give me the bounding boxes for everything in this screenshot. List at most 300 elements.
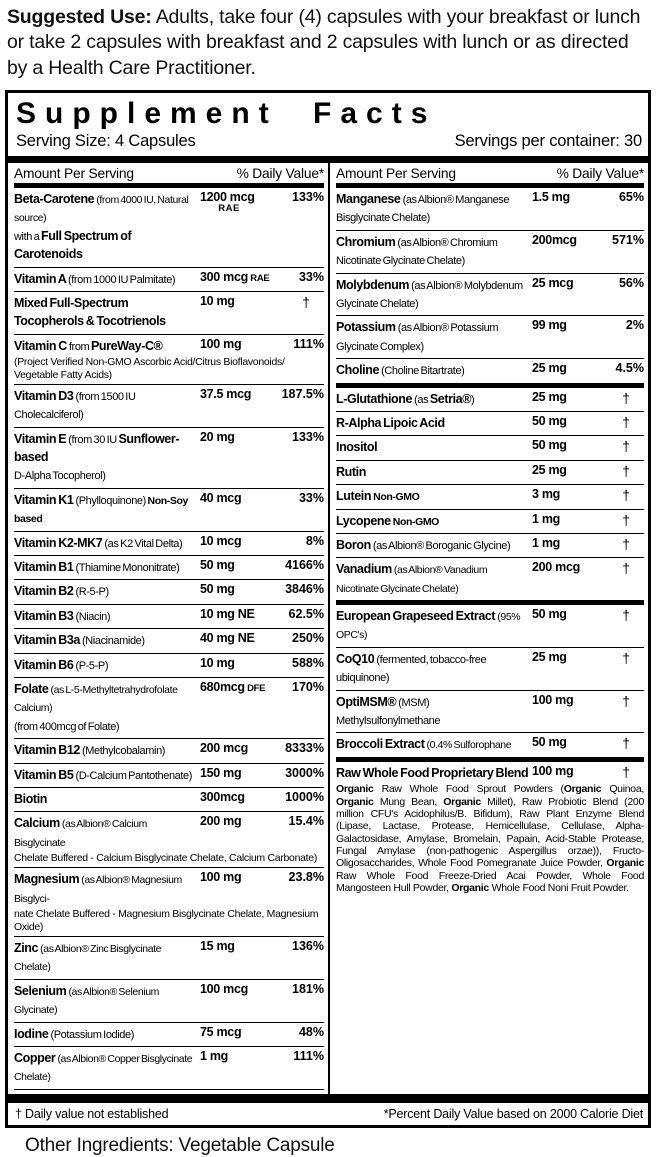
nutrient-name xyxy=(14,982,200,1019)
text-part: Choline xyxy=(336,363,382,378)
table-row xyxy=(14,292,324,335)
text-part: Organic xyxy=(563,783,610,796)
nutrient-daily-value: 187.5% xyxy=(281,386,324,401)
amount-value: 300 mcg xyxy=(200,269,248,284)
table-row xyxy=(14,489,324,532)
nutrient-daily-value: † xyxy=(622,389,630,406)
nutrient-daily-value: 133% xyxy=(292,190,324,205)
nutrient-name xyxy=(336,318,532,355)
amount-value: 100 mg xyxy=(200,336,242,351)
nutrient-daily-value: † xyxy=(622,735,630,752)
nutrient-amount xyxy=(200,631,276,645)
nutrient-amount xyxy=(200,582,276,596)
nutrient-columns xyxy=(8,163,648,1094)
nutrient-daily-value: 65% xyxy=(618,190,644,205)
nutrient-name xyxy=(336,276,532,313)
text-part: Non-GMO xyxy=(392,515,439,528)
text-part: Mung Bean, xyxy=(379,795,444,808)
text-part: (Project Verified Non-GMO Ascorbic Acid/Citrus Bioflavonoids/ Vegetable Fatty Acids) xyxy=(14,356,285,381)
nutrient-amount xyxy=(532,190,602,204)
nutrient-name xyxy=(336,361,532,379)
table-row xyxy=(14,764,324,788)
nutrient-daily-value: 4166% xyxy=(285,558,324,573)
nutrient-amount xyxy=(532,438,602,452)
table-row xyxy=(14,1023,324,1047)
text-part: Mixed Full-Spectrum Tocopherols & Tocotrienols xyxy=(14,295,166,329)
serving-size: Serving Size: 4 Capsules xyxy=(16,132,196,151)
panel-title: Supplement Facts xyxy=(16,97,437,131)
text-part: Manganese xyxy=(336,192,403,207)
nutrient-daily-value: 181% xyxy=(292,981,324,996)
nutrient-amount xyxy=(200,1049,276,1063)
nutrient-daily-value: 56% xyxy=(618,275,644,290)
nutrient-amount xyxy=(200,656,276,670)
amount-value: 25 mg xyxy=(532,462,567,477)
left-rows xyxy=(14,188,324,1090)
text-part: (Choline Bitartrate) xyxy=(381,365,465,378)
nutrient-name xyxy=(14,294,200,331)
amount-value: 15 mg xyxy=(200,939,235,954)
nutrient-name xyxy=(14,387,200,424)
text-part: (R-5-P) xyxy=(75,586,109,599)
nutrient-amount xyxy=(532,536,602,550)
text-part: (from 4000 IU, Natural source) xyxy=(14,194,189,225)
amount-value: 10 mg NE xyxy=(200,606,255,621)
amount-value: 50 mg xyxy=(532,607,567,622)
text-part: (from 400mcg of Folate) xyxy=(14,720,120,733)
text-part: Vitamin B6 xyxy=(14,657,76,672)
text-part: ) xyxy=(471,393,475,406)
nutrient-daily-value: † xyxy=(622,535,630,552)
amount-value: 100 mg xyxy=(532,763,574,778)
text-part: Organic xyxy=(606,857,644,870)
table-row xyxy=(336,733,644,761)
text-part: (Niacin) xyxy=(75,610,111,623)
text-part: Whole Food Noni Fruit Powder. xyxy=(491,882,629,895)
text-part: (as Albion® Manganese Bisglycinate Chelate) xyxy=(336,194,510,225)
nutrient-amount xyxy=(532,487,602,501)
text-part: Chelate Buffered - Calcium Bisglycinate Chelate, Calcium Carbonate) xyxy=(14,852,318,865)
text-part: Vitamin B3 xyxy=(14,608,76,623)
nutrient-amount xyxy=(532,414,602,428)
table-row xyxy=(336,231,644,274)
nutrient-name xyxy=(14,790,200,808)
text-part: Raw Whole Food Proprietary Blend xyxy=(336,765,529,780)
nutrient-name xyxy=(336,650,532,687)
text-part: (as Albion® Copper Bisglycinate Chelate) xyxy=(14,1052,193,1084)
nutrient-daily-value: † xyxy=(622,413,630,430)
nutrient-daily-value: 33% xyxy=(298,269,324,284)
nutrient-name xyxy=(336,560,532,597)
table-row xyxy=(336,485,644,509)
nutrient-name xyxy=(14,814,200,851)
nutrient-name xyxy=(14,607,200,625)
nutrient-daily-value: † xyxy=(622,438,630,455)
nutrient-daily-value: † xyxy=(622,763,630,780)
table-row xyxy=(14,385,324,428)
text-part: L-Glutathione xyxy=(336,391,415,406)
suggested-use-text: Adults, take four (4) capsules with your breakfast or lunch or take 2 capsules with breakfast and 2 capsules with lunch or as directed by a Health Care Practitioner. xyxy=(7,6,641,79)
nutrient-amount xyxy=(200,1025,276,1039)
table-row xyxy=(14,188,324,268)
text-part: Organic xyxy=(336,795,380,808)
nutrient-name xyxy=(336,607,532,644)
amount-value: 10 mg xyxy=(200,655,235,670)
text-part: Calcium xyxy=(14,816,62,831)
text-part: Copper xyxy=(14,1050,58,1065)
text-part: Lutein xyxy=(336,489,374,504)
nutrient-detail xyxy=(14,907,324,933)
text-part: Broccoli Extract xyxy=(336,737,427,752)
text-part: (D-Calcium Pantothenate) xyxy=(75,769,193,782)
nutrient-daily-value: 111% xyxy=(293,336,324,351)
nutrient-name xyxy=(14,491,200,528)
nutrient-daily-value: 2% xyxy=(625,318,644,333)
amount-value: 40 mcg xyxy=(200,490,242,505)
nutrient-amount xyxy=(532,318,602,332)
amount-value: 1 mg xyxy=(200,1048,228,1063)
text-part: Vitamin B1 xyxy=(14,560,76,575)
nutrient-amount xyxy=(532,512,602,526)
nutrient-name xyxy=(14,766,200,784)
amount-unit-subline: RAE xyxy=(218,203,240,215)
nutrient-daily-value: † xyxy=(302,293,310,310)
text-part: Molybdenum xyxy=(336,277,412,292)
nutrient-name xyxy=(14,582,200,600)
amount-value: 1200 mcg xyxy=(200,190,255,205)
text-part: (as Albion® Potassium Glycinate Complex) xyxy=(336,322,499,353)
amount-value: 50 mg xyxy=(200,558,235,573)
nutrient-detail xyxy=(336,782,644,894)
nutrient-daily-value: 62.5% xyxy=(288,606,324,621)
amount-value: 150 mg xyxy=(200,765,242,780)
amount-value: 200 mg xyxy=(200,814,242,829)
nutrient-daily-value: 133% xyxy=(292,429,324,444)
nutrient-name xyxy=(14,558,200,576)
table-row xyxy=(336,691,644,734)
table-row xyxy=(14,268,324,292)
text-part: Vitamin E xyxy=(14,431,69,446)
text-part: Non-Soy based xyxy=(14,494,188,526)
daily-value-header: % Daily Value* xyxy=(556,166,644,182)
nutrient-amount xyxy=(532,276,602,290)
amount-value: 25 mcg xyxy=(532,275,574,290)
text-part: (MSM) Methylsulfonylmethane xyxy=(336,696,441,728)
text-part: Sunflower-based xyxy=(14,431,180,465)
nutrient-daily-value: 136% xyxy=(292,939,324,954)
table-row xyxy=(14,812,324,868)
amount-value: 300mcg xyxy=(200,789,245,804)
nutrient-amount xyxy=(200,982,276,996)
amount-value: 200 mcg xyxy=(532,560,580,575)
amount-value: 75 mcg xyxy=(200,1024,242,1039)
amount-unit-suffix: DFE xyxy=(244,682,266,694)
table-row xyxy=(336,461,644,485)
nutrient-daily-value: † xyxy=(622,560,630,577)
text-part: Vitamin A xyxy=(14,271,68,286)
amount-value: 680mcg xyxy=(200,679,245,694)
nutrient-name xyxy=(14,190,200,264)
amount-value: 99 mg xyxy=(532,318,567,333)
amount-value: 50 mg xyxy=(532,413,567,428)
amount-value: 3 mg xyxy=(532,487,560,502)
text-part: OptiMSM® xyxy=(336,694,399,709)
text-part: Raw Whole Food Freeze-Dried Acai Powder, Whole Food Mangosteen Hull Powder, xyxy=(336,869,644,895)
nutrient-amount xyxy=(200,870,276,884)
amount-value: 200 mcg xyxy=(200,741,248,756)
amount-value: 37.5 mcg xyxy=(200,386,252,401)
nutrient-detail xyxy=(14,355,324,381)
nutrient-name xyxy=(14,1049,200,1086)
amount-value: 100 mg xyxy=(532,692,574,707)
nutrient-daily-value: 170% xyxy=(292,679,324,694)
nutrient-amount xyxy=(532,735,602,749)
text-part: Potassium xyxy=(336,320,398,335)
text-part: (as Albion® Chromium Nicotinate Glycinate Chelate) xyxy=(336,236,498,268)
amount-value: 50 mg xyxy=(532,438,567,453)
supplement-facts-panel xyxy=(5,90,651,1128)
nutrient-daily-value: 1000% xyxy=(285,789,324,804)
amount-value: 1 mg xyxy=(532,511,560,526)
right-rows xyxy=(336,188,644,898)
nutrient-daily-value: 4.5% xyxy=(615,361,644,376)
text-part: R-Alpha Lipoic Acid xyxy=(336,415,445,430)
nutrient-amount xyxy=(200,939,276,953)
nutrient-name xyxy=(336,233,532,270)
nutrient-daily-value: † xyxy=(622,649,630,666)
amount-value: 50 mg xyxy=(200,582,235,597)
nutrient-amount xyxy=(532,560,602,574)
text-part: Raw Whole Food Sprout Powders ( xyxy=(381,783,564,796)
text-part: (Niacinamide) xyxy=(82,635,145,648)
text-part: Quinoa, xyxy=(609,783,644,796)
text-part: D-Alpha Tocopherol) xyxy=(14,470,106,483)
text-part: (from 30 IU xyxy=(68,433,119,446)
table-row xyxy=(14,428,324,489)
text-part: (Phylloquinone) xyxy=(75,494,148,507)
nutrient-name xyxy=(336,414,532,432)
table-row xyxy=(14,629,324,653)
nutrient-name xyxy=(14,680,200,735)
nutrient-daily-value: 8% xyxy=(305,533,324,548)
nutrient-amount xyxy=(532,390,602,404)
nutrient-daily-value: 588% xyxy=(292,655,324,670)
nutrient-amount xyxy=(200,558,276,572)
text-part: (P-5-P) xyxy=(75,659,109,672)
left-column xyxy=(8,163,328,1094)
nutrient-daily-value: † xyxy=(622,511,630,528)
nutrient-amount xyxy=(532,764,602,778)
nutrient-amount xyxy=(200,607,276,621)
text-part: Organic xyxy=(336,783,382,796)
nutrient-name xyxy=(336,190,532,227)
nutrient-daily-value: 23.8% xyxy=(288,870,324,885)
nutrient-daily-value: 8333% xyxy=(285,741,324,756)
text-part: nate Chelate Buffered - Magnesium Bisglycinate Chelate, Magnesium Oxide) xyxy=(14,908,319,933)
table-row xyxy=(14,605,324,629)
text-part: Boron xyxy=(336,537,373,552)
text-part: Beta-Carotene xyxy=(14,192,97,207)
text-part: (as Albion® Boroganic Glycine) xyxy=(372,539,511,552)
nutrient-amount xyxy=(532,693,602,707)
nutrient-name xyxy=(336,438,532,456)
nutrient-name-line2 xyxy=(14,466,198,484)
amount-value: 100 mg xyxy=(200,870,242,885)
nutrient-amount xyxy=(200,387,276,401)
table-row xyxy=(14,580,324,604)
nutrient-daily-value: 3846% xyxy=(285,582,324,597)
nutrient-daily-value: 111% xyxy=(293,1048,324,1063)
text-part: European Grapeseed Extract xyxy=(336,609,498,624)
nutrient-daily-value: 33% xyxy=(298,490,324,505)
text-part: (as L-5-Methyltetrahydrofolate Calcium) xyxy=(14,683,178,715)
nutrient-name xyxy=(336,463,532,481)
nutrient-name xyxy=(14,631,200,649)
text-part: (as Albion® Vanadium Nicotinate Glycinate Chelate) xyxy=(336,564,488,595)
nutrient-detail xyxy=(14,851,324,864)
amount-per-serving-header: Amount Per Serving xyxy=(336,166,456,182)
nutrient-amount xyxy=(200,814,276,828)
nutrient-amount xyxy=(200,430,276,444)
text-part: Chromium xyxy=(336,234,398,249)
table-row xyxy=(336,605,644,648)
text-part: (as K2 Vital Delta) xyxy=(104,537,183,550)
table-row xyxy=(336,510,644,534)
table-row xyxy=(14,678,324,739)
text-part: Vitamin D3 xyxy=(14,388,76,403)
text-part: Selenium xyxy=(14,983,69,998)
nutrient-name xyxy=(336,693,532,730)
table-row xyxy=(14,980,324,1023)
table-row xyxy=(336,274,644,317)
text-part: Setria® xyxy=(429,391,472,406)
text-part: Vitamin B12 xyxy=(14,743,82,758)
nutrient-daily-value: 250% xyxy=(292,631,324,646)
table-row xyxy=(336,648,644,691)
text-part: (as Albion® Molybdenum Glycinate Chelate) xyxy=(336,279,523,310)
amount-value: 1 mg xyxy=(532,535,560,550)
nutrient-amount xyxy=(532,361,602,375)
nutrient-amount xyxy=(532,607,602,621)
left-column-header xyxy=(14,163,324,188)
text-part: Zinc xyxy=(14,941,41,956)
text-part: Inositol xyxy=(336,440,378,455)
text-part: (as Albion® Magnesium Bisglyci- xyxy=(14,874,182,905)
amount-unit-suffix: RAE xyxy=(247,272,270,284)
nutrient-amount xyxy=(532,650,602,664)
right-column-header xyxy=(336,163,644,188)
text-part: (fermented, tobacco-free ubiquinone) xyxy=(336,653,487,685)
text-part: Biotin xyxy=(14,791,48,806)
text-part: Folate xyxy=(14,681,51,696)
amount-value: 40 mg NE xyxy=(200,631,255,646)
nutrient-daily-value: 571% xyxy=(612,232,644,247)
nutrient-name xyxy=(14,337,200,355)
table-row xyxy=(336,534,644,558)
text-part: from xyxy=(68,340,91,353)
nutrient-name xyxy=(14,741,200,759)
text-part: Iodine xyxy=(14,1026,51,1041)
table-row xyxy=(336,558,644,605)
nutrient-name-line2 xyxy=(14,227,198,264)
nutrient-name-line2 xyxy=(14,717,198,735)
nutrient-name xyxy=(336,390,532,408)
text-part: (Thiamine Mononitrate) xyxy=(75,562,180,575)
text-part: (Methylcobalamin) xyxy=(82,745,166,758)
nutrient-amount xyxy=(200,491,276,505)
text-part: Organic xyxy=(443,795,488,808)
table-row xyxy=(14,1047,324,1090)
text-part: (as Albion® Zinc Bisglycinate Chelate) xyxy=(14,943,162,974)
serving-info-row xyxy=(8,132,648,163)
nutrient-name xyxy=(14,1025,200,1043)
amount-value: 200mcg xyxy=(532,232,577,247)
text-part: Lycopene xyxy=(336,513,393,528)
text-part: (from 1000 IU Palmitate) xyxy=(67,273,176,286)
nutrient-amount xyxy=(200,337,276,351)
amount-value: 10 mcg xyxy=(200,533,242,548)
table-row xyxy=(14,556,324,580)
suggested-use-label: Suggested Use: xyxy=(7,6,152,28)
table-row xyxy=(14,937,324,980)
table-row xyxy=(14,739,324,763)
text-part: (0.4% Sulforophane xyxy=(426,739,512,752)
table-row xyxy=(336,412,644,436)
nutrient-daily-value: † xyxy=(622,692,630,709)
dagger-footnote: † Daily value not established xyxy=(15,1106,169,1121)
daily-value-header: % Daily Value* xyxy=(236,166,324,182)
text-part: Vitamin K1 xyxy=(14,492,76,507)
text-part: Vanadium xyxy=(336,562,394,577)
nutrient-amount xyxy=(200,680,276,695)
table-row xyxy=(336,316,644,359)
nutrient-amount xyxy=(200,766,276,780)
nutrient-daily-value: 15.4% xyxy=(288,814,324,829)
percent-dv-footnote: *Percent Daily Value based on 2000 Calorie Diet xyxy=(383,1106,643,1121)
text-part: Vitamin K2-MK7 xyxy=(14,535,105,550)
nutrient-name xyxy=(336,764,532,782)
table-row xyxy=(14,788,324,812)
text-part: (as Albion® Selenium Glycinate) xyxy=(14,985,159,1017)
nutrient-amount xyxy=(200,741,276,755)
nutrient-daily-value: 48% xyxy=(298,1024,324,1039)
text-part: Full Spectrum of Carotenoids xyxy=(14,228,132,262)
nutrient-name xyxy=(14,534,200,552)
table-row xyxy=(14,532,324,556)
text-part: Vitamin B3a xyxy=(14,633,82,648)
text-part: PureWay-C® xyxy=(90,338,163,353)
amount-value: 10 mg xyxy=(200,293,235,308)
nutrient-name xyxy=(14,430,200,485)
text-part: CoQ10 xyxy=(336,651,377,666)
other-ingredients: Other Ingredients: Vegetable Capsule xyxy=(25,1134,335,1156)
suggested-use-paragraph xyxy=(0,0,656,81)
nutrient-amount xyxy=(532,463,602,477)
text-part: Vitamin B5 xyxy=(14,767,76,782)
servings-per-container: Servings per container: 30 xyxy=(454,132,642,151)
nutrient-amount xyxy=(532,233,602,247)
nutrient-daily-value: † xyxy=(622,607,630,624)
nutrient-name xyxy=(14,870,200,907)
nutrient-amount xyxy=(200,190,276,215)
table-row xyxy=(336,359,644,387)
text-part: with a xyxy=(14,230,41,243)
nutrient-daily-value: † xyxy=(622,462,630,479)
text-part: Vitamin B2 xyxy=(14,584,76,599)
table-row xyxy=(336,436,644,460)
text-part: Rutin xyxy=(336,464,366,479)
nutrient-name xyxy=(336,487,532,505)
